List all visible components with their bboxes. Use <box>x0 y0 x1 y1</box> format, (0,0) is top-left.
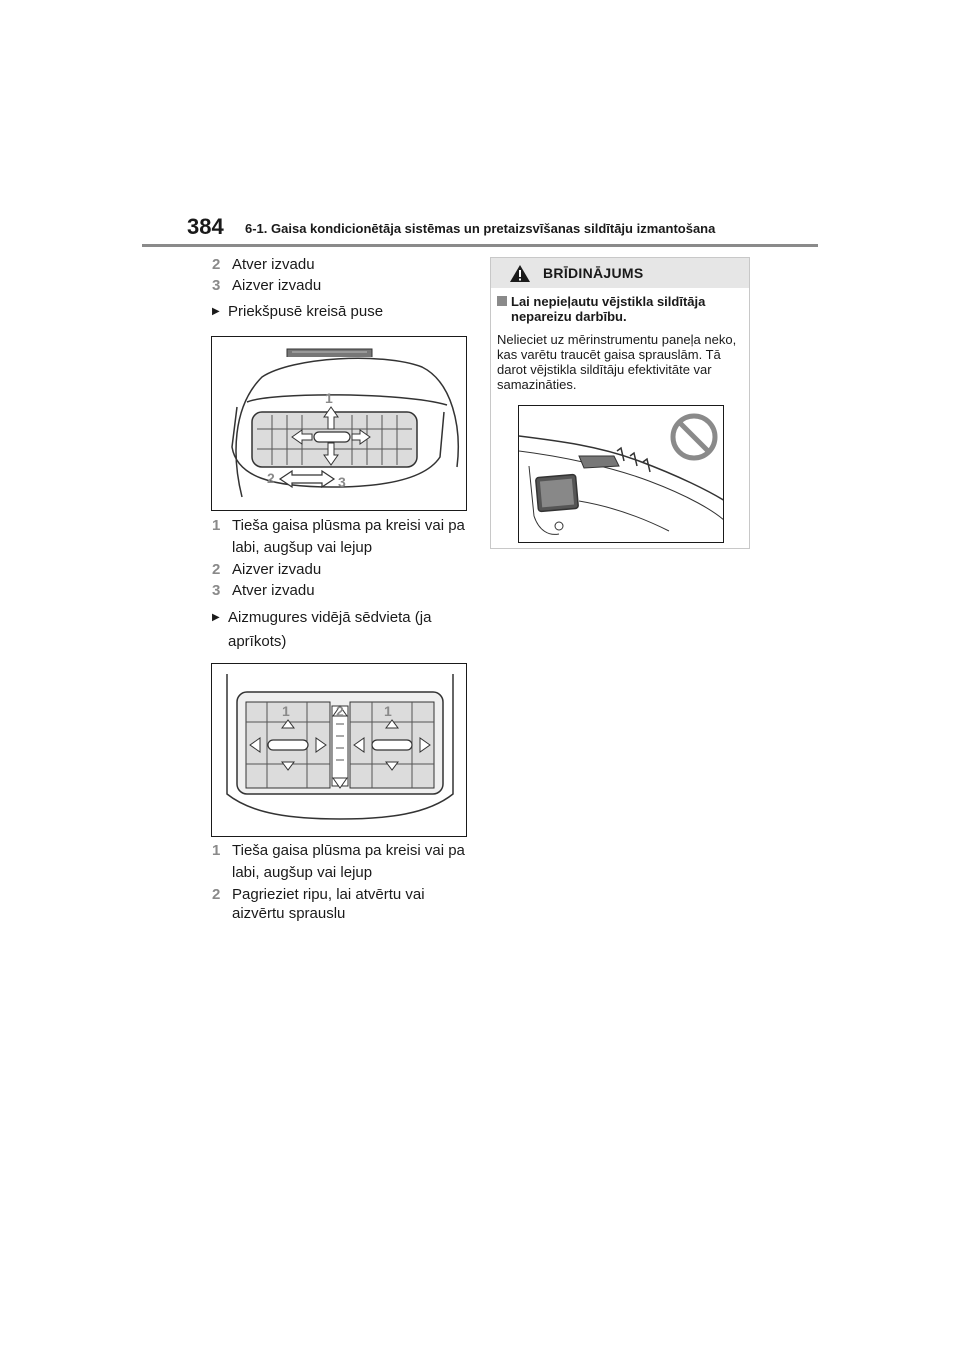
item-number: 3 <box>212 277 221 294</box>
header-divider <box>142 244 818 247</box>
item-text: Tieša gaisa plūsma pa kreisi vai pa labi, augšup vai lejup <box>232 517 465 556</box>
warning-body: Nelieciet uz mērinstrumentu paneļa neko, kas varētu traucēt gaisa sprauslām. Tā darot vējstikla sildītāju efektivitāte var samazināties. <box>497 332 737 392</box>
list-item <box>212 515 472 559</box>
callout-label: 3 <box>338 474 346 490</box>
item-text: Aizver izvadu <box>232 277 322 294</box>
page-number: 384 <box>187 214 224 239</box>
bullet-text: Aizmugures vidējā sēdvieta (ja aprīkots) <box>228 609 432 650</box>
bullet-text: Priekšpusē kreisā puse <box>228 303 384 320</box>
list-item <box>212 580 315 602</box>
subsection-bullet <box>212 300 464 324</box>
section-title: 6-1. Gaisa kondicionētāja sistēmas un pretaizsvīšanas sildītāju izmantošana <box>245 221 716 236</box>
warning-triangle-icon <box>509 264 531 283</box>
item-number: 1 <box>212 517 221 534</box>
item-number: 1 <box>212 842 221 859</box>
warning-subheading: Lai nepieļautu vējstikla sildītāja nepareizu darbību. <box>497 294 743 324</box>
item-number: 2 <box>212 886 221 903</box>
item-text: Tieša gaisa plūsma pa kreisi vai pa labi, augšup vai lejup <box>232 842 465 881</box>
callout-label: 1 <box>282 703 290 719</box>
list-item <box>212 275 321 297</box>
front-vent-figure <box>211 336 467 511</box>
item-text: Aizver izvadu <box>232 561 322 578</box>
item-text: Pagrieziet ripu, lai atvērtu vai aizvērtu sprauslu <box>232 886 425 922</box>
warning-box <box>490 257 750 549</box>
item-text: Atver izvadu <box>232 256 315 273</box>
list-item <box>212 559 321 581</box>
callout-label: 2 <box>267 470 275 486</box>
callout-label: 2 <box>336 703 344 719</box>
warning-header <box>491 258 749 288</box>
subsection-bullet <box>212 606 464 654</box>
triangle-bullet-icon: ▶ <box>212 612 220 623</box>
dashboard-figure <box>518 405 724 543</box>
prohibited-icon <box>669 412 719 462</box>
item-number: 2 <box>212 561 221 578</box>
callout-label: 1 <box>384 703 392 719</box>
list-item <box>212 840 472 884</box>
square-bullet-icon <box>497 296 507 306</box>
item-text: Atver izvadu <box>232 582 315 599</box>
callout-label: 1 <box>325 390 333 406</box>
warning-title: BRĪDINĀJUMS <box>543 265 644 281</box>
item-number: 3 <box>212 582 221 599</box>
rear-vent-figure <box>211 663 467 837</box>
item-number: 2 <box>212 256 221 273</box>
triangle-bullet-icon: ▶ <box>212 306 220 317</box>
list-item <box>212 254 315 276</box>
list-item <box>212 885 472 923</box>
